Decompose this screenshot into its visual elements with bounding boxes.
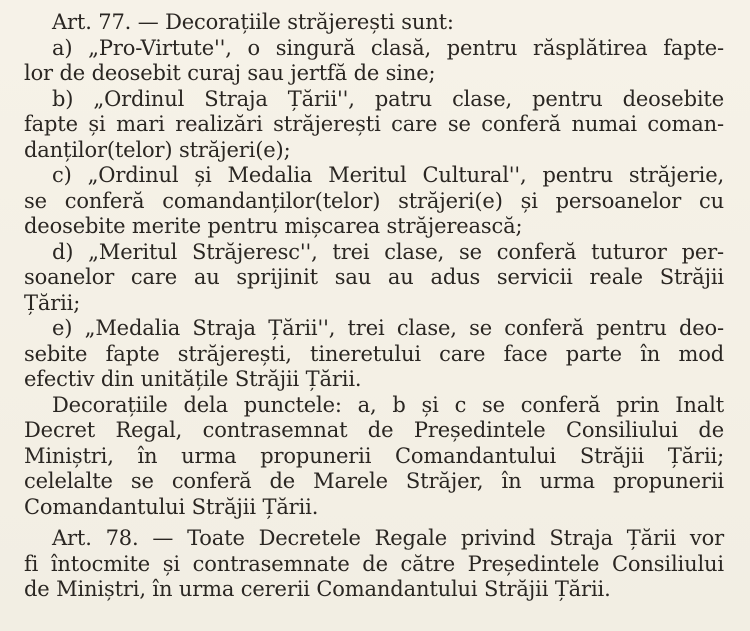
text-line: Comandantului Străjii Țării.: [24, 494, 319, 519]
article-text-block: [24, 10, 724, 603]
text-line: soanelor care au sprijinit sau au adus servicii reale Străjii: [24, 265, 724, 289]
text-line: b) „Ordinul Straja Țării'', patru clase, pentru deosebite: [52, 86, 724, 111]
text-line: d) „Meritul Străjeresc'', trei clase, se conferă tuturor per-: [52, 239, 724, 264]
text-line: lor de deosebit curaj sau jertfă de sine;: [24, 61, 436, 85]
text-line: Art. 78. — Toate Decretele Regale privind Straja Țării vor: [52, 526, 724, 550]
text-line: sebite fapte străjerești, tineretului care face parte în mod: [24, 341, 724, 366]
text-line: Decorațiile dela punctele: a, b și c se conferă prin Inalt: [52, 392, 724, 417]
text-line: fi întocmite și contrasemnate de către Președintele Consiliului: [24, 551, 724, 576]
text-line: a) „Pro-Virtute'', o singură clasă, pentru răsplătirea fapte-: [52, 35, 724, 60]
text-line: Art. 77. — Decorațiile străjerești sunt:: [52, 10, 454, 34]
text-line: de Miniștri, în urma cererii Comandantului Străjii Țării.: [24, 577, 611, 601]
text-line: se conferă comandanților(telor) străjeri(e) și persoanelor cu: [24, 188, 724, 213]
text-line: Miniștri, în urma propunerii Comandantului Străjii Țării;: [24, 443, 724, 468]
text-line: Decret Regal, contrasemnat de Președintele Consiliului de: [24, 418, 724, 442]
text-line: fapte și mari realizări străjerești care se conferă numai coman-: [24, 112, 724, 136]
text-line: danților(telor) străjeri(e);: [24, 137, 291, 162]
text-line: c) „Ordinul și Medalia Meritul Cultural'', pentru străjerie,: [52, 163, 724, 187]
text-line: e) „Medalia Straja Țării'', trei clase, se conferă pentru deo-: [52, 316, 724, 340]
text-line: Țării;: [24, 290, 81, 315]
text-line: celelalte se conferă de Marele Străjer, în urma propunerii: [24, 469, 724, 493]
text-line: efectiv din unitățile Străjii Țării.: [24, 367, 362, 391]
text-line: deosebite merite pentru mișcarea străjerească;: [24, 214, 523, 238]
